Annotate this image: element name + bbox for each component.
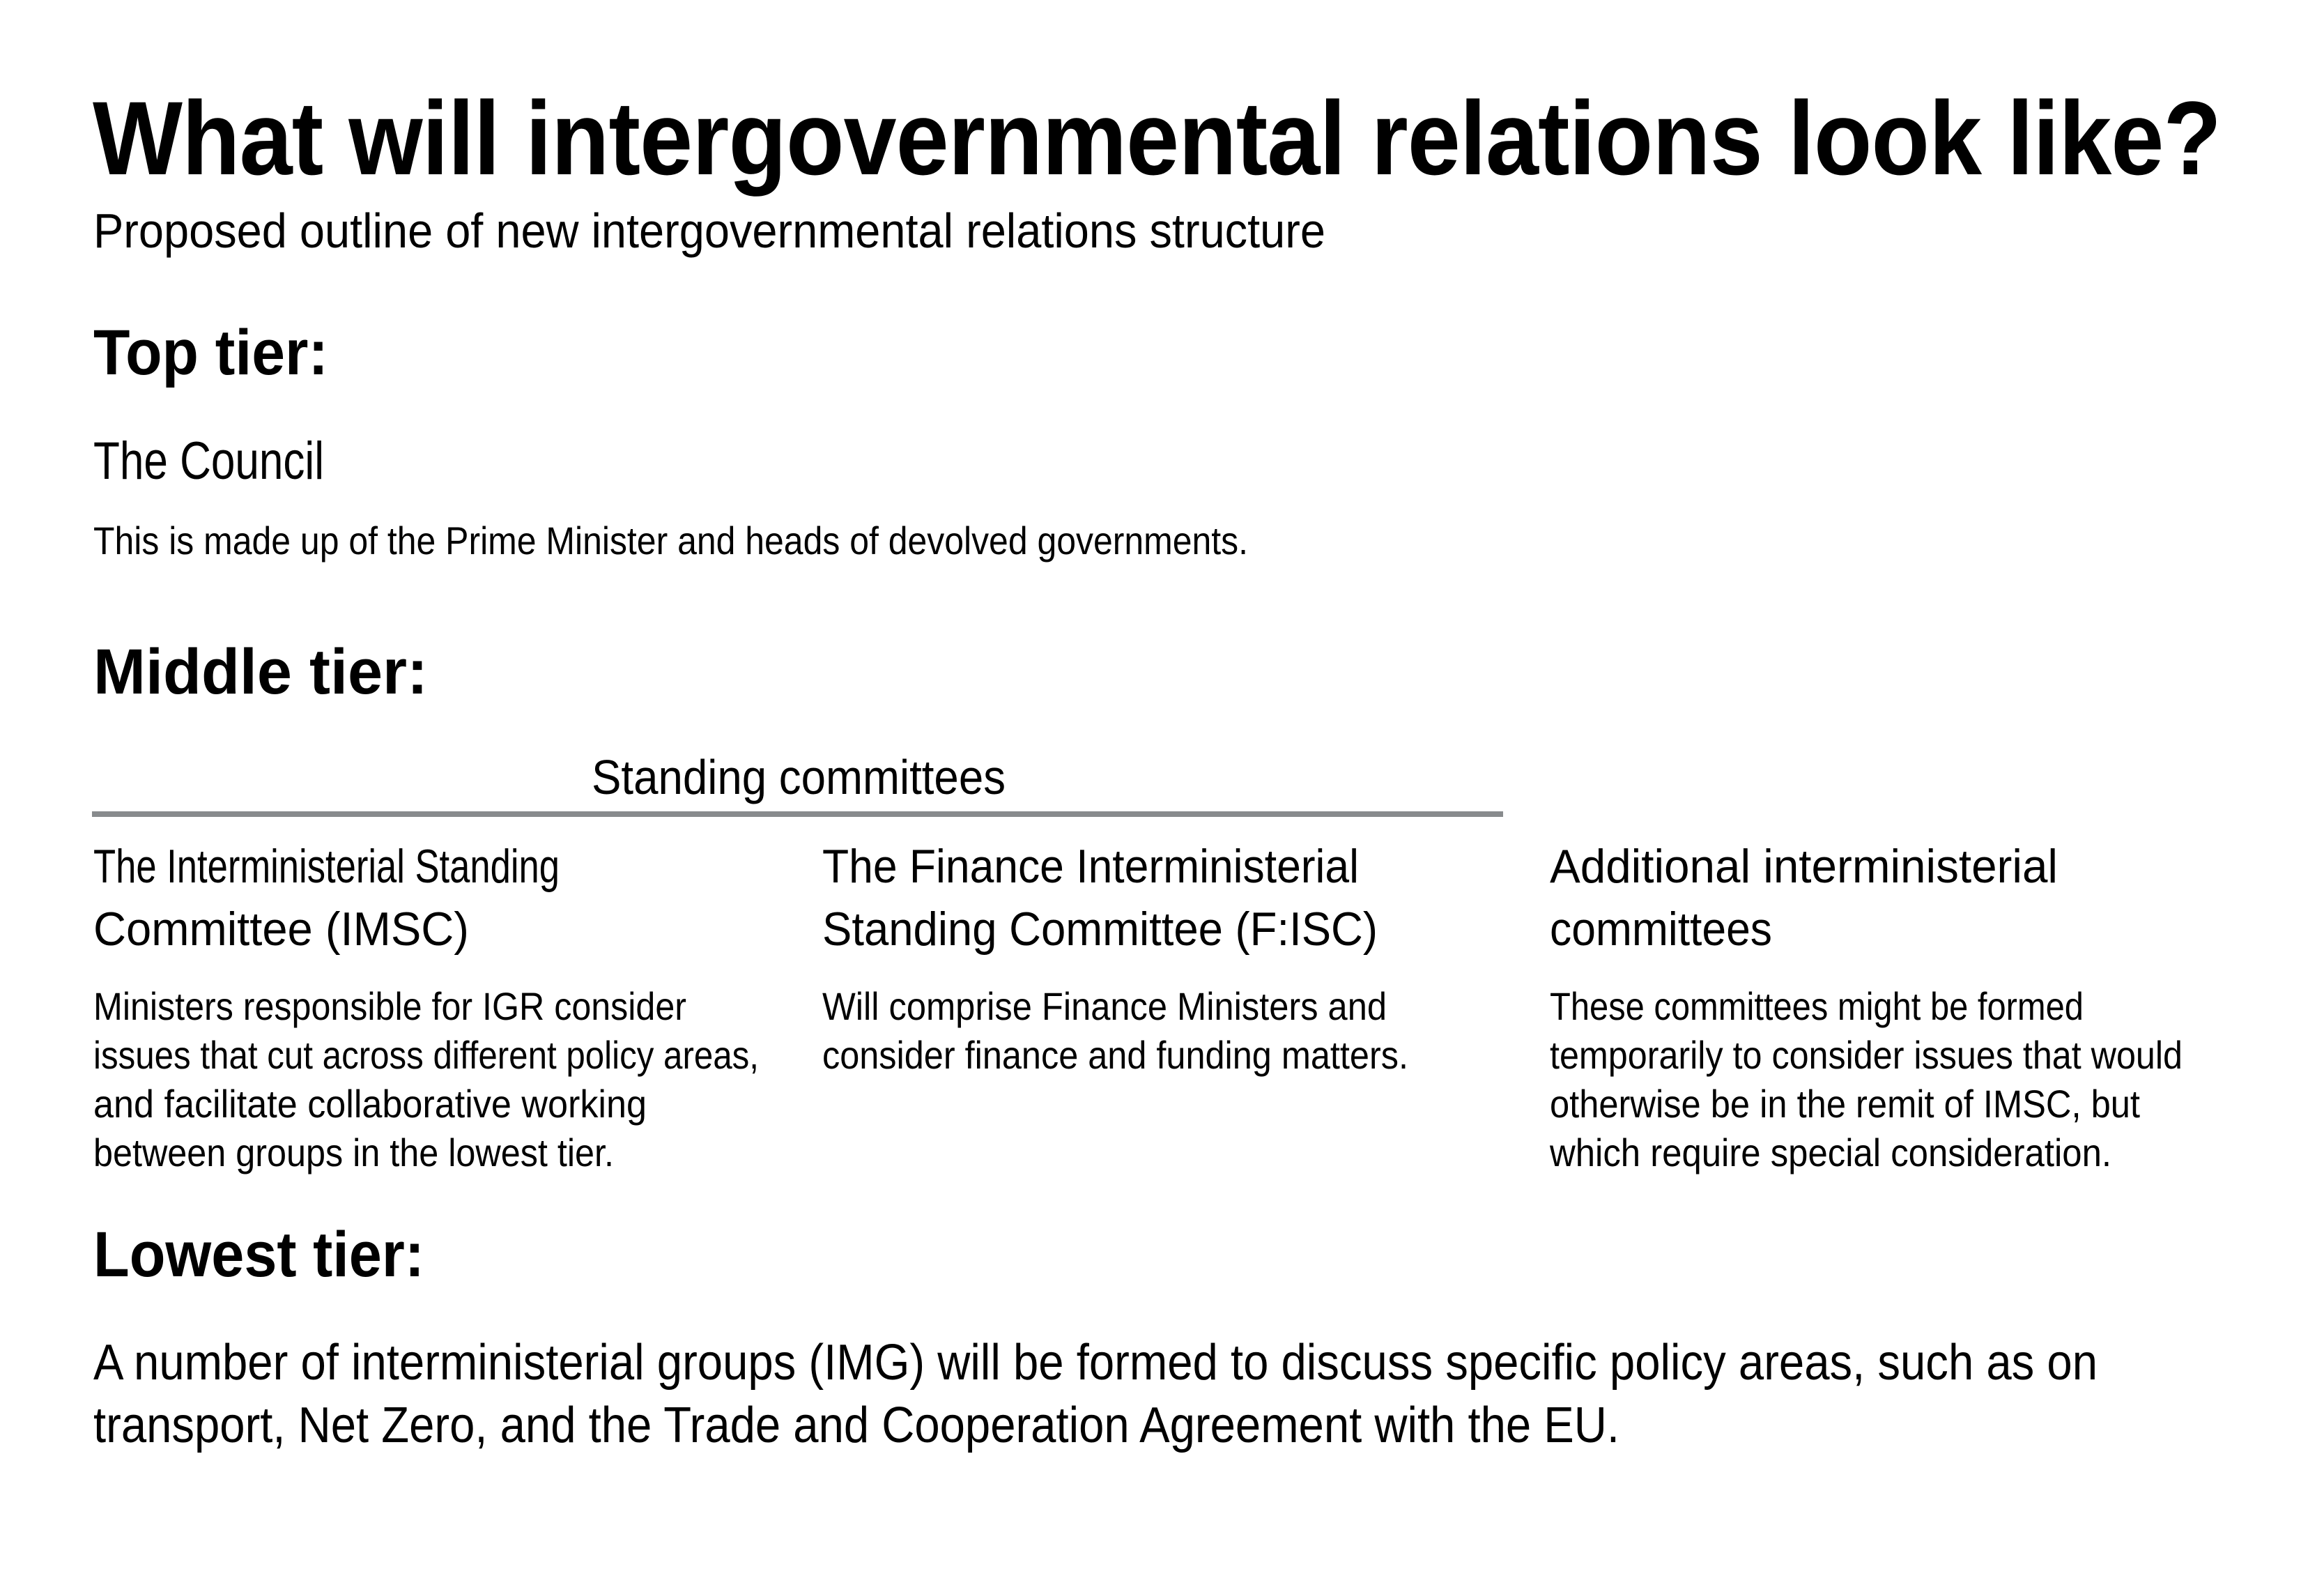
top-tier-heading-text: Top tier: <box>93 317 328 388</box>
committee-title-line: Additional interministerial <box>1550 840 2058 893</box>
committee-title-line: Standing Committee (F:ISC) <box>822 903 1378 956</box>
committee-description <box>1550 982 2255 1177</box>
committee-description-line: temporarily to consider issues that would <box>1550 1033 2183 1077</box>
committee-title <box>93 835 697 960</box>
standing-committees-label <box>592 750 1047 804</box>
committee-fisc <box>822 835 1417 1077</box>
committee-description <box>822 982 1473 1080</box>
committee-title <box>1550 835 2077 960</box>
committee-additional <box>1550 835 2183 1174</box>
page-title <box>93 79 2324 197</box>
page-subtitle-text: Proposed outline of new intergovernmental relations structure <box>93 204 1325 258</box>
committee-title-line: The Interministerial Standing <box>93 840 560 893</box>
committee-description <box>93 982 849 1177</box>
middle-tier-heading <box>93 636 436 707</box>
committee-title-line: The Finance Interministerial <box>822 840 1359 893</box>
middle-tier-heading-text: Middle tier: <box>93 636 428 707</box>
committee-description-line: between groups in the lowest tier. <box>93 1131 614 1174</box>
committee-imsc <box>93 835 759 1174</box>
lowest-tier-heading-text: Lowest tier: <box>93 1219 424 1290</box>
committee-description-line: Ministers responsible for IGR consider <box>93 984 686 1028</box>
committee-title <box>822 835 1417 960</box>
lowest-tier-description-line: A number of interministerial groups (IMG) will be formed to discuss specific policy areas, such as on <box>93 1335 2098 1391</box>
committee-description-line: issues that cut across different policy areas, <box>93 1033 759 1077</box>
committee-description-line: consider finance and funding matters. <box>822 1033 1408 1077</box>
committee-title-line: Committee (IMSC) <box>93 903 469 956</box>
lowest-tier-description-line: transport, Net Zero, and the Trade and Cooperation Agreement with the EU. <box>93 1398 1619 1453</box>
committee-description-line: Will comprise Finance Ministers and <box>822 984 1387 1028</box>
council-name-text: The Council <box>93 431 324 491</box>
page-subtitle <box>93 204 1422 258</box>
committee-description-line: These committees might be formed <box>1550 984 2084 1028</box>
council-description-text: This is made up of the Prime Minister and heads of devolved governments. <box>93 519 1248 562</box>
council-description <box>93 521 1388 560</box>
committee-description-line: and facilitate collaborative working <box>93 1082 647 1126</box>
page-title-text: What will intergovernmental relations look like? <box>93 79 2221 197</box>
standing-committees-divider <box>92 811 1503 817</box>
committee-description-line: otherwise be in the remit of IMSC, but <box>1550 1082 2140 1126</box>
council-name <box>93 431 376 491</box>
committee-title-line: committees <box>1550 903 1772 956</box>
standing-committees-label-text: Standing committees <box>592 750 1006 804</box>
top-tier-heading <box>93 317 345 388</box>
lowest-tier-description <box>93 1331 2304 1457</box>
lowest-tier-heading <box>93 1219 453 1290</box>
committee-description-line: which require special consideration. <box>1550 1131 2111 1174</box>
